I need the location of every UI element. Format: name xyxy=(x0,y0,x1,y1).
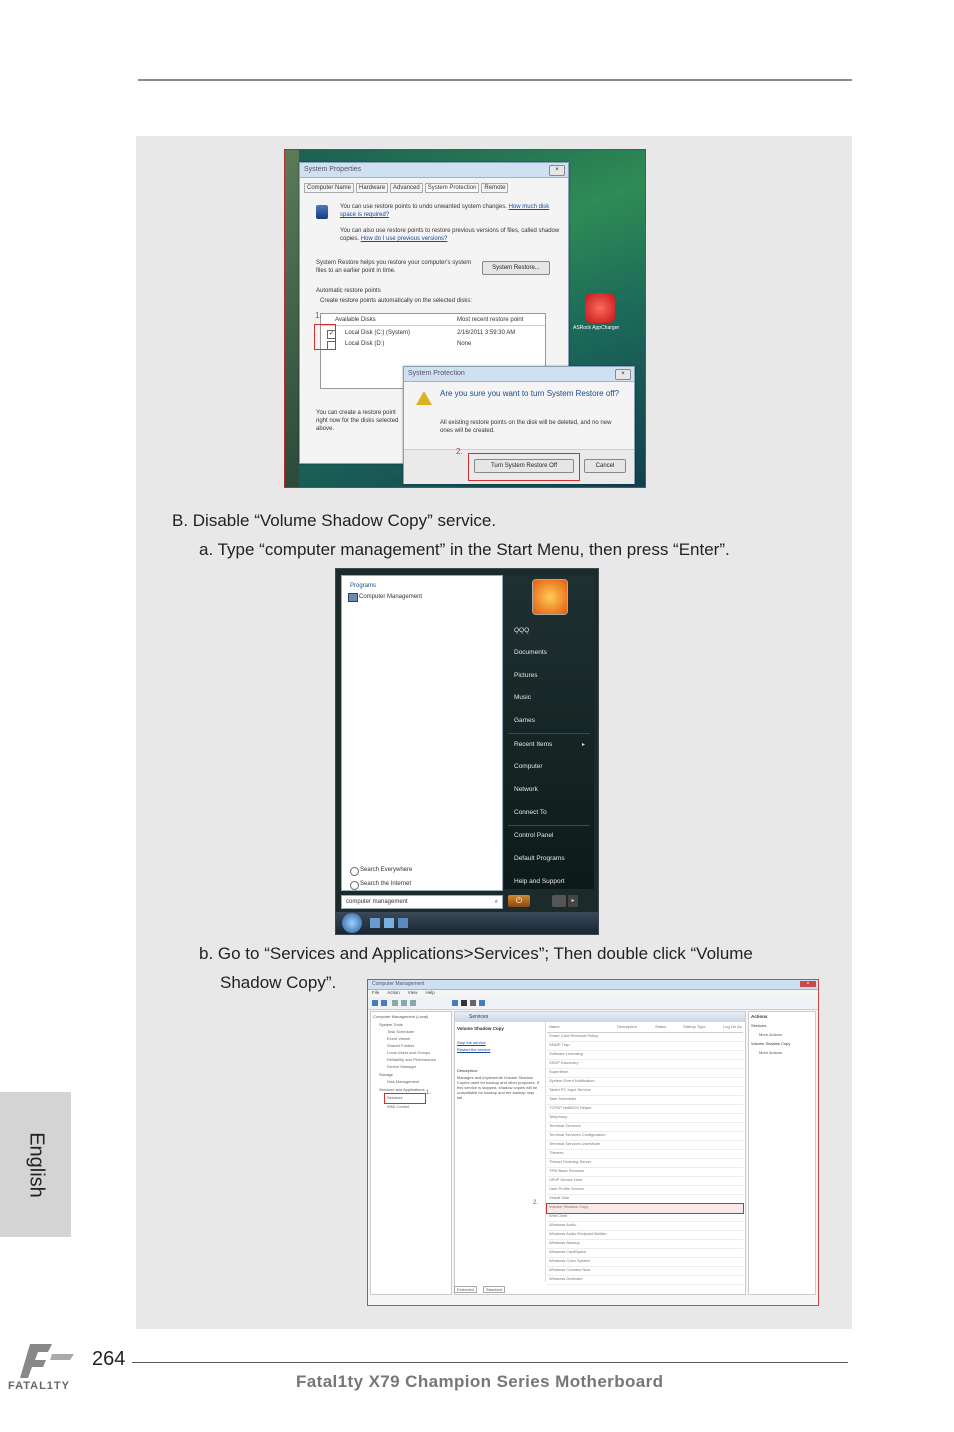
quick-launch-icon[interactable] xyxy=(398,918,408,928)
cm-titlebar xyxy=(368,980,818,990)
warning-icon xyxy=(416,391,432,405)
service-name: Smart Card Removal Policy xyxy=(549,1033,599,1038)
table-row[interactable] xyxy=(547,1123,743,1132)
service-name: Superfetch xyxy=(549,1069,569,1074)
system-properties-screenshot xyxy=(284,149,646,488)
computer-management-icon xyxy=(348,593,358,602)
restore-text: System Restore helps you restore your computer's system files to an earlier point in time. xyxy=(316,260,472,274)
dialog-title: System Protection xyxy=(404,367,634,382)
start-menu-screenshot xyxy=(335,568,599,935)
step-a-text: a. Type “computer management” in the Start Menu, then press “Enter”. xyxy=(199,540,730,559)
chevron-right-icon: ▸ xyxy=(582,742,586,748)
properties-icon[interactable] xyxy=(401,1000,407,1006)
forward-icon[interactable] xyxy=(381,1000,387,1006)
shield-icon xyxy=(316,205,328,219)
search-value: computer management xyxy=(346,899,408,905)
tree-task-scheduler[interactable]: Task Scheduler xyxy=(387,1029,415,1034)
column-name[interactable]: Name xyxy=(549,1024,560,1029)
column-description[interactable]: Description xyxy=(617,1024,638,1029)
column-status[interactable]: Status xyxy=(655,1024,667,1029)
search-icon xyxy=(350,867,359,876)
table-row[interactable] xyxy=(547,1069,743,1078)
services-rows xyxy=(533,1033,743,1285)
power-icon[interactable]: ⏻ xyxy=(508,895,530,907)
service-name: Thread Ordering Server xyxy=(549,1159,592,1164)
cm-toolbar xyxy=(368,997,818,1010)
service-description: Manages and implements Volume Shadow Copies used for backup and other purposes. If this service is stopped, shadow copies will be unavailable for backup and the backup may fail. xyxy=(457,1075,540,1100)
close-icon[interactable]: × xyxy=(549,165,565,176)
description-label: Description: xyxy=(457,1068,479,1073)
menu-item-control-panel[interactable]: Control Panel xyxy=(514,832,554,839)
menu-separator xyxy=(508,733,590,734)
previous-versions-link[interactable]: How do I use previous versions? xyxy=(360,236,448,242)
cm-close-icon[interactable]: × xyxy=(800,981,816,987)
table-row[interactable] xyxy=(547,1258,743,1267)
actions-more-1[interactable]: More Actions xyxy=(759,1032,783,1037)
tree-wmi-control[interactable]: WMI Control xyxy=(387,1104,410,1109)
column-log-on-as[interactable]: Log On As xyxy=(723,1024,742,1029)
service-name: Terminal Services Configuration xyxy=(549,1132,606,1137)
logo-wordmark: FATAL1TY xyxy=(8,1380,70,1392)
cancel-button[interactable]: Cancel xyxy=(584,459,626,473)
service-name: Software Licensing xyxy=(549,1051,583,1056)
stop-service-link[interactable]: Stop the service xyxy=(457,1040,486,1045)
service-name: WebClient xyxy=(549,1213,568,1218)
menu-item-qqq[interactable]: QQQ xyxy=(514,627,530,634)
table-row[interactable] xyxy=(547,1213,743,1222)
table-row[interactable] xyxy=(547,1132,743,1141)
start-service-icon[interactable] xyxy=(452,1000,458,1006)
list-divider xyxy=(321,325,545,326)
service-name: Windows Audio xyxy=(549,1222,577,1227)
menu-file[interactable]: File xyxy=(372,990,380,995)
computer-management-screenshot xyxy=(367,979,819,1306)
cm-menubar xyxy=(372,990,435,995)
cm-tree-pane xyxy=(370,1011,452,1295)
programs-heading: Programs xyxy=(350,583,377,589)
menu-item-pictures[interactable]: Pictures xyxy=(514,672,538,679)
tree-reliability[interactable]: Reliability and Performance xyxy=(387,1057,436,1062)
tab-advanced[interactable]: Advanced xyxy=(390,183,423,193)
tree-event-viewer[interactable]: Event Viewer xyxy=(387,1036,411,1041)
start-search-input[interactable] xyxy=(341,895,503,909)
tree-storage[interactable]: Storage xyxy=(379,1072,394,1077)
restart-service-icon[interactable] xyxy=(479,1000,485,1006)
disk-c-checkbox[interactable]: ✓ xyxy=(328,331,335,337)
service-name: Windows Backup xyxy=(549,1240,580,1245)
disk-space-link[interactable]: How much disk space is required? xyxy=(340,204,550,218)
table-row[interactable] xyxy=(547,1051,743,1060)
disk-d-name: Local Disk (D:) xyxy=(345,341,385,347)
step-b-heading: B. Disable “Volume Shadow Copy” service. xyxy=(172,511,497,530)
actions-header: Actions xyxy=(751,1014,768,1019)
info-text-1: You can use restore points to undo unwanted system changes. How much disk space is required? xyxy=(340,204,550,218)
services-list xyxy=(533,1024,743,1282)
menu-action[interactable]: Action xyxy=(387,990,400,995)
view-tabs xyxy=(454,1286,505,1293)
menu-item-default-programs[interactable]: Default Programs xyxy=(514,855,565,862)
table-row[interactable] xyxy=(547,1033,743,1042)
cm-actions-pane xyxy=(748,1011,816,1295)
service-name: Terminal Services UserMode xyxy=(549,1141,601,1146)
marker-1: 1. xyxy=(426,1090,432,1096)
volume-shadow-copy-row[interactable] xyxy=(533,1200,743,1213)
tree-device-manager[interactable]: Device Manager xyxy=(387,1064,417,1069)
table-row[interactable] xyxy=(547,1141,743,1150)
service-name: UPnP Device Host xyxy=(549,1177,583,1182)
page-number: 264 xyxy=(92,1348,126,1370)
table-row[interactable] xyxy=(547,1078,743,1087)
tab-row xyxy=(304,183,508,193)
actions-services: Services xyxy=(751,1023,767,1028)
shutdown-options-icon[interactable]: ▸ xyxy=(568,895,578,907)
tree-shared-folders[interactable]: Shared Folders xyxy=(387,1043,415,1048)
disk-d-point: None xyxy=(457,341,472,347)
service-name: TPM Base Services xyxy=(549,1168,585,1173)
tree-disk-management[interactable]: Disk Management xyxy=(387,1079,420,1084)
disk-c-point: 2/16/2011 3:59:30 AM xyxy=(457,330,516,336)
tab-remote[interactable]: Remote xyxy=(481,183,508,193)
column-available-disks: Available Disks xyxy=(335,317,376,323)
service-name: User Profile Service xyxy=(549,1186,585,1191)
menu-item-games[interactable]: Games xyxy=(514,717,535,724)
taskbar xyxy=(336,912,598,934)
service-name: Windows Connect Now xyxy=(549,1267,591,1272)
help-icon[interactable] xyxy=(410,1000,416,1006)
app-charger-icon[interactable] xyxy=(585,293,615,323)
service-name: TCP/IP NetBIOS Helper xyxy=(549,1105,592,1110)
desktop-sidebar xyxy=(285,150,299,487)
table-row[interactable] xyxy=(547,1186,743,1195)
start-menu-results-pane xyxy=(341,575,503,891)
dialog-detail: All existing restore points on the disk will be deleted, and no new ones will be created. xyxy=(440,420,612,434)
app-charger-label: ASRock AppCharger xyxy=(573,325,620,331)
table-row[interactable] xyxy=(547,1177,743,1186)
menu-item-help-support[interactable]: Help and Support xyxy=(514,878,565,885)
user-picture-icon xyxy=(532,579,568,615)
service-name: Virtual Disk xyxy=(549,1195,570,1200)
table-row[interactable] xyxy=(547,1195,743,1204)
system-protection-dialog xyxy=(403,366,635,484)
marker-2: 2. xyxy=(533,1200,539,1206)
table-row[interactable] xyxy=(547,1231,743,1240)
search-everywhere-link[interactable]: Search Everywhere xyxy=(360,867,413,873)
language-tab xyxy=(0,1092,71,1237)
tab-standard[interactable]: Standard xyxy=(483,1286,505,1293)
start-menu-places-pane xyxy=(504,575,594,889)
services-list-header xyxy=(547,1024,743,1033)
service-name: SSDP Discovery xyxy=(549,1060,579,1065)
service-name: Volume Shadow Copy xyxy=(549,1204,589,1209)
service-detail-pane xyxy=(455,1022,546,1282)
service-name: Themes xyxy=(549,1150,564,1155)
table-row[interactable] xyxy=(547,1087,743,1096)
table-row[interactable] xyxy=(547,1276,743,1285)
footer-rule xyxy=(132,1362,848,1363)
tree-local-users[interactable]: Local Users and Groups xyxy=(387,1050,431,1055)
checkbox-highlight xyxy=(314,324,336,350)
menu-item-connect-to[interactable]: Connect To xyxy=(514,809,547,816)
table-row[interactable] xyxy=(547,1222,743,1231)
actions-volume-shadow: Volume Shadow Copy xyxy=(751,1041,791,1046)
lock-icon[interactable] xyxy=(552,895,566,907)
menu-help[interactable]: Help xyxy=(425,990,435,995)
tab-hardware[interactable]: Hardware xyxy=(356,183,388,193)
table-row[interactable] xyxy=(547,1105,743,1114)
table-row[interactable] xyxy=(547,1150,743,1159)
tree-services[interactable]: Services xyxy=(387,1095,403,1100)
search-internet-icon xyxy=(350,881,359,890)
tab-extended[interactable]: Extended xyxy=(454,1286,477,1293)
search-internet-link[interactable]: Search the Internet xyxy=(360,881,412,887)
dialog-question: Are you sure you want to turn System Restore off? xyxy=(440,389,620,398)
pause-service-icon[interactable] xyxy=(470,1000,476,1006)
auto-restore-heading: Automatic restore points xyxy=(316,288,381,294)
service-name: Telephony xyxy=(549,1114,568,1119)
tab-system-protection[interactable]: System Protection xyxy=(425,183,480,193)
tree-services-apps[interactable]: Services and Applications xyxy=(379,1087,425,1092)
tree-system-tools[interactable]: System Tools xyxy=(379,1022,403,1027)
service-name: Windows CardSpace xyxy=(549,1249,587,1254)
system-restore-button[interactable]: System Restore... xyxy=(482,261,550,275)
table-row[interactable] xyxy=(547,1267,743,1276)
language-label: English xyxy=(25,1131,47,1198)
back-icon[interactable] xyxy=(372,1000,378,1006)
fatal1ty-logo xyxy=(8,1340,92,1400)
quick-launch-icon[interactable] xyxy=(384,918,394,928)
stop-service-icon[interactable] xyxy=(461,1000,467,1006)
table-row[interactable] xyxy=(547,1114,743,1123)
restart-service-link[interactable]: Restart the service xyxy=(457,1047,491,1052)
up-icon[interactable] xyxy=(392,1000,398,1006)
search-go-icon[interactable]: ⌕ xyxy=(494,899,498,905)
disk-c-name: Local Disk (C:) (System) xyxy=(345,330,411,336)
quick-launch-icon[interactable] xyxy=(370,918,380,928)
service-name: Windows Color System xyxy=(549,1258,591,1263)
table-row[interactable] xyxy=(547,1168,743,1177)
dialog-close-icon[interactable]: × xyxy=(615,369,631,380)
cm-services-pane xyxy=(454,1011,746,1295)
service-name: SNMP Trap xyxy=(549,1042,570,1047)
window-title: System Properties xyxy=(300,163,568,178)
column-recent-point: Most recent restore point xyxy=(457,317,524,323)
service-name: Terminal Services xyxy=(549,1123,581,1128)
menu-item-music[interactable]: Music xyxy=(514,694,531,701)
menu-item-documents[interactable]: Documents xyxy=(514,649,547,656)
menu-item-computer[interactable]: Computer xyxy=(514,763,543,770)
auto-restore-desc: Create restore points automatically on the selected disks: xyxy=(320,298,473,304)
service-name: Task Scheduler xyxy=(549,1096,577,1101)
menu-view[interactable]: View xyxy=(407,990,418,995)
info-text-2: You can also use restore points to restore previous versions of files, called shadow copies. How do I use previous versions? xyxy=(340,228,560,242)
menu-item-recent-items[interactable]: Recent Items xyxy=(514,741,553,748)
step-b-text-line1: b. Go to “Services and Applications>Services”; Then double click “Volume xyxy=(199,944,753,963)
computer-management-result[interactable]: Computer Management xyxy=(359,594,423,600)
cm-title: Computer Management xyxy=(372,981,425,987)
table-row[interactable] xyxy=(547,1042,743,1051)
tree-root[interactable]: Computer Management (Local) xyxy=(373,1014,429,1019)
table-row[interactable] xyxy=(547,1060,743,1069)
table-row[interactable] xyxy=(547,1249,743,1258)
start-orb-icon[interactable] xyxy=(342,913,362,933)
service-name: Windows Defender xyxy=(549,1276,583,1281)
menu-separator xyxy=(508,825,590,826)
services-header-bar xyxy=(455,1012,745,1022)
create-point-text: You can create a restore point right now for the disks selected above. xyxy=(316,410,399,432)
table-row[interactable] xyxy=(547,1240,743,1249)
turn-off-button[interactable]: Turn System Restore Off xyxy=(474,459,574,473)
service-name: Tablet PC Input Service xyxy=(549,1087,591,1092)
marker-1: 1. xyxy=(315,311,322,320)
table-row[interactable] xyxy=(547,1096,743,1105)
column-startup-type[interactable]: Startup Type xyxy=(683,1024,706,1029)
actions-more-2[interactable]: More Actions xyxy=(759,1050,783,1055)
tab-computer-name[interactable]: Computer Name xyxy=(304,183,354,193)
step-b-text-line2: Shadow Copy”. xyxy=(220,973,337,992)
table-row[interactable] xyxy=(547,1159,743,1168)
marker-2: 2. xyxy=(456,447,463,456)
footer-title: Fatal1ty X79 Champion Series Motherboard xyxy=(296,1372,664,1391)
menu-item-network[interactable]: Network xyxy=(514,786,538,793)
header-rule xyxy=(138,79,852,81)
service-name: System Event Notification xyxy=(549,1078,595,1083)
service-name: Windows Audio Endpoint Builder xyxy=(549,1231,607,1236)
selected-service-name: Volume Shadow Copy xyxy=(457,1026,504,1031)
services-header: Services xyxy=(469,1014,489,1020)
